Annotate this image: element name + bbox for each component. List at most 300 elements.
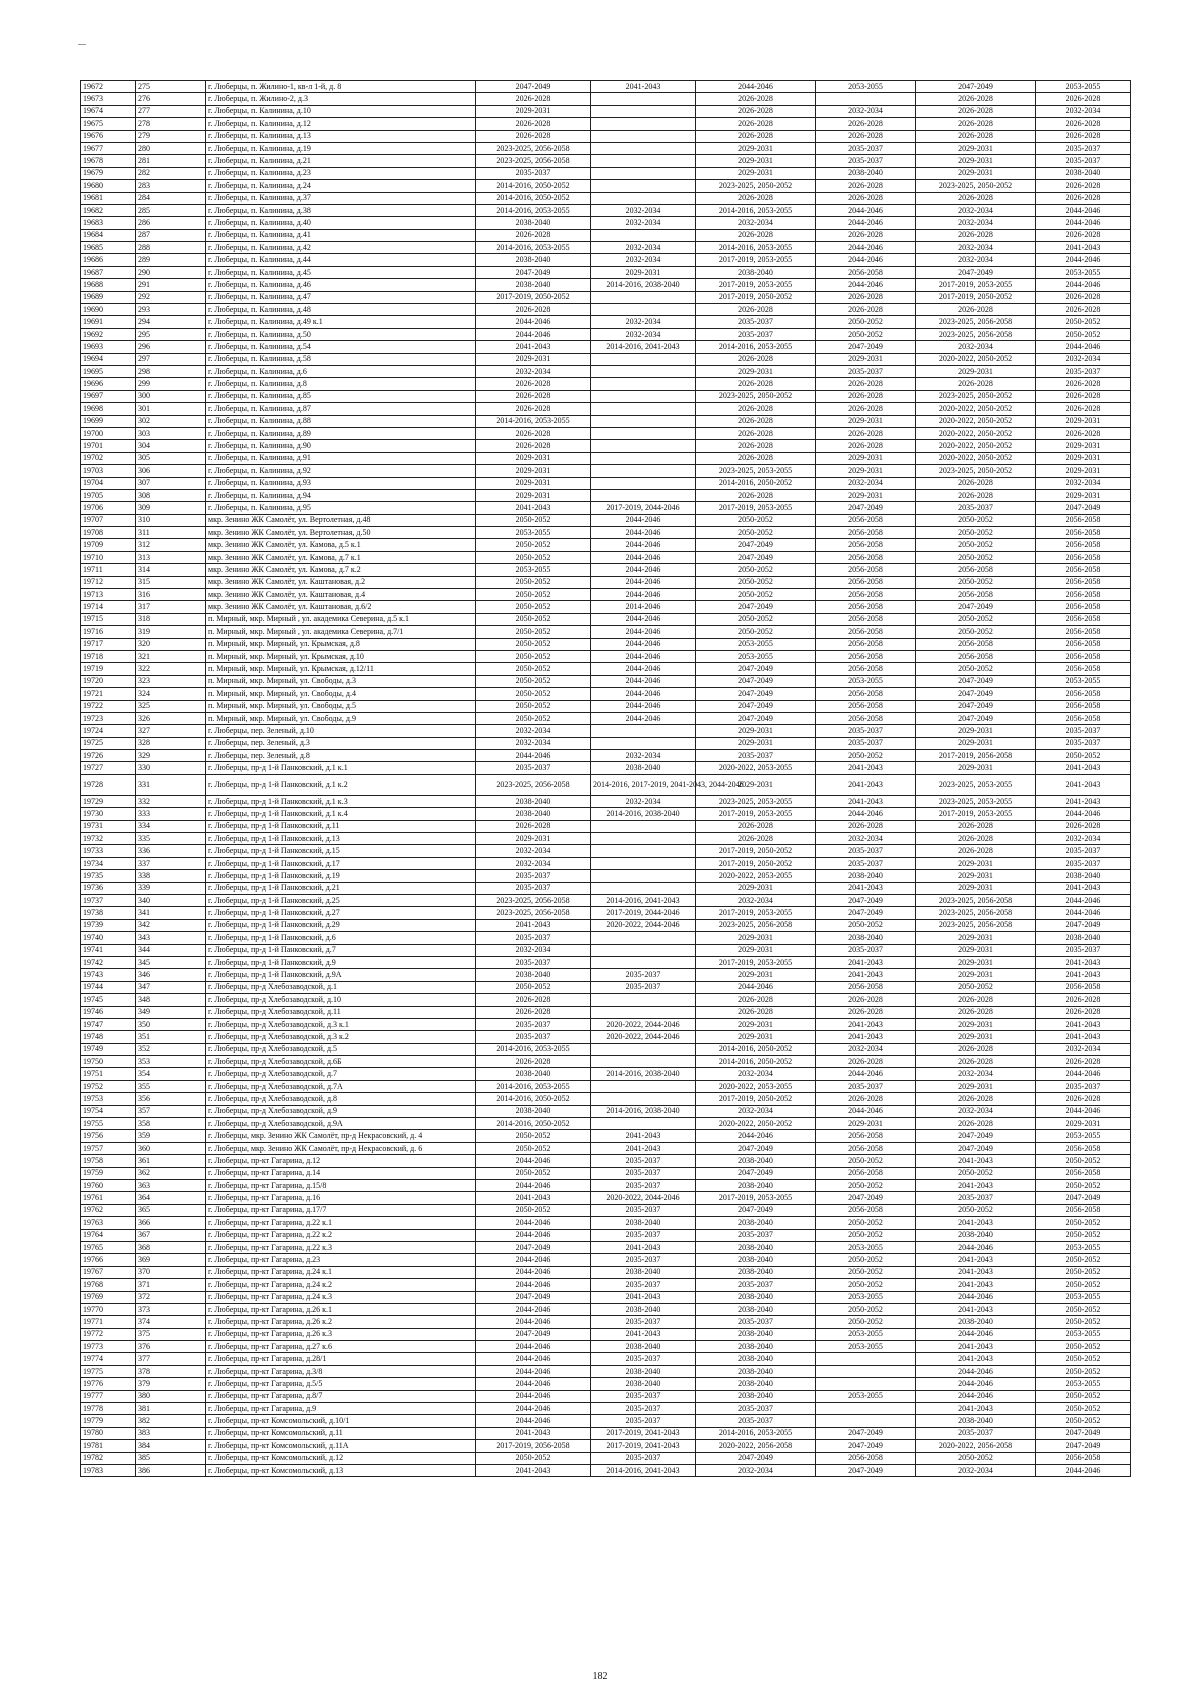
table-row [81,539,1131,551]
period-cell-6: 2056-2058 [1036,1167,1131,1179]
period-cell-3: 2044-2046 [696,981,816,993]
row-id-cell: 19760 [81,1179,136,1191]
period-cell-3: 2026-2028 [696,440,816,452]
period-cell-4: 2029-2031 [816,465,916,477]
period-cell-1: 2044-2046 [476,1353,591,1365]
period-cell-6: 2035-2037 [1036,1080,1131,1092]
period-cell-2: 2044-2046 [591,514,696,526]
row-id-cell: 19781 [81,1440,136,1452]
row-number-cell: 293 [136,304,206,316]
period-cell-6: 2029-2031 [1036,415,1131,427]
period-cell-1: 2032-2034 [476,725,591,737]
period-cell-1: 2044-2046 [476,1217,591,1229]
address-cell: п. Мирный, мкр. Мирный, ул. Свободы, д.9 [206,712,476,724]
row-number-cell: 326 [136,712,206,724]
row-id-cell: 19713 [81,589,136,601]
row-number-cell: 334 [136,820,206,832]
period-cell-6: 2050-2052 [1036,1155,1131,1167]
period-cell-6: 2026-2028 [1036,1056,1131,1068]
table-row [81,378,1131,390]
address-cell: г. Люберцы, пр-д Хлебозаводской, д.3 к.2 [206,1031,476,1043]
period-cell-4: 2050-2052 [816,1279,916,1291]
address-cell: г. Люберцы, пр-кт Гагарина, д.3/8 [206,1365,476,1377]
period-cell-2: 2041-2043 [591,1291,696,1303]
row-number-cell: 294 [136,316,206,328]
period-cell-4: 2026-2028 [816,118,916,130]
period-cell-3: 2026-2028 [696,452,816,464]
period-cell-2: 2038-2040 [591,1303,696,1315]
table-row [81,1155,1131,1167]
period-cell-4: 2056-2058 [816,551,916,563]
period-cell-5: 2041-2043 [916,1266,1036,1278]
period-cell-1: 2053-2055 [476,527,591,539]
period-cell-6: 2038-2040 [1036,167,1131,179]
period-cell-2: 2038-2040 [591,762,696,774]
period-cell-2 [591,427,696,439]
period-cell-2: 2014-2016, 2038-2040 [591,1068,696,1080]
address-cell: мкр. Зенино ЖК Самолёт, ул. Вертолетная, д.48 [206,514,476,526]
row-id-cell: 19707 [81,514,136,526]
table-row [81,427,1131,439]
period-cell-2: 2044-2046 [591,551,696,563]
address-cell: г. Люберцы, п. Калинина, д.49 к.1 [206,316,476,328]
row-number-cell: 304 [136,440,206,452]
table-row [81,1440,1131,1452]
period-cell-4: 2032-2034 [816,477,916,489]
period-cell-6: 2053-2055 [1036,1328,1131,1340]
row-id-cell: 19687 [81,266,136,278]
period-cell-5: 2056-2058 [916,650,1036,662]
period-cell-2: 2035-2037 [591,1403,696,1415]
period-cell-5: 2029-2031 [916,762,1036,774]
period-cell-1: 2032-2034 [476,365,591,377]
table-row [81,774,1131,795]
row-number-cell: 343 [136,932,206,944]
period-cell-2: 2014-2016, 2038-2040 [591,808,696,820]
period-cell-6: 2056-2058 [1036,613,1131,625]
table-row [81,489,1131,501]
table-row [81,1303,1131,1315]
row-id-cell: 19686 [81,254,136,266]
row-id-cell: 19726 [81,750,136,762]
period-cell-2 [591,365,696,377]
row-number-cell: 340 [136,895,206,907]
row-number-cell: 285 [136,204,206,216]
row-id-cell: 19698 [81,403,136,415]
period-cell-4: 2044-2046 [816,242,916,254]
row-number-cell: 373 [136,1303,206,1315]
period-cell-3: 2038-2040 [696,1303,816,1315]
period-cell-3: 2035-2037 [696,328,816,340]
row-id-cell: 19720 [81,675,136,687]
row-number-cell: 370 [136,1266,206,1278]
period-cell-4: 2026-2028 [816,820,916,832]
row-id-cell: 19706 [81,502,136,514]
row-number-cell: 325 [136,700,206,712]
period-cell-4: 2056-2058 [816,613,916,625]
row-id-cell: 19765 [81,1241,136,1253]
address-cell: г. Люберцы, п. Калинина, д.88 [206,415,476,427]
table-row [81,1142,1131,1154]
period-cell-2: 2035-2037 [591,1316,696,1328]
period-cell-5: 2047-2049 [916,81,1036,93]
table-row [81,1068,1131,1080]
table-row [81,1328,1131,1340]
period-cell-6: 2035-2037 [1036,725,1131,737]
row-id-cell: 19737 [81,895,136,907]
period-cell-3: 2029-2031 [696,155,816,167]
period-cell-4: 2026-2028 [816,180,916,192]
row-id-cell: 19693 [81,341,136,353]
table-row [81,502,1131,514]
period-cell-2 [591,833,696,845]
row-number-cell: 321 [136,650,206,662]
row-id-cell: 19712 [81,576,136,588]
address-cell: п. Мирный, мкр. Мирный, ул. Свободы, д.3 [206,675,476,687]
row-id-cell: 19721 [81,688,136,700]
period-cell-3: 2017-2019, 2053-2055 [696,956,816,968]
row-id-cell: 19691 [81,316,136,328]
period-cell-3: 2047-2049 [696,675,816,687]
row-number-cell: 342 [136,919,206,931]
address-cell: г. Люберцы, п. Калинина, д.93 [206,477,476,489]
period-cell-2: 2044-2046 [591,638,696,650]
table-row [81,650,1131,662]
period-cell-5: 2032-2034 [916,254,1036,266]
period-cell-5: 2023-2025, 2056-2058 [916,919,1036,931]
row-number-cell: 327 [136,725,206,737]
row-id-cell: 19685 [81,242,136,254]
row-number-cell: 297 [136,353,206,365]
period-cell-6: 2050-2052 [1036,1303,1131,1315]
period-cell-1: 2044-2046 [476,1365,591,1377]
period-cell-2 [591,465,696,477]
period-cell-3: 2029-2031 [696,365,816,377]
period-cell-6: 2056-2058 [1036,564,1131,576]
period-cell-1: 2014-2016, 2053-2055 [476,415,591,427]
row-id-cell: 19702 [81,452,136,464]
address-cell: п. Мирный, мкр. Мирный, ул. Крымская, д.12/11 [206,663,476,675]
row-id-cell: 19740 [81,932,136,944]
period-cell-1: 2026-2028 [476,304,591,316]
table-row [81,477,1131,489]
row-id-cell: 19738 [81,907,136,919]
period-cell-4: 2056-2058 [816,564,916,576]
address-cell: г. Люберцы, п. Калинина, д.91 [206,452,476,464]
address-cell: г. Люберцы, пр-д 1-й Панковский, д.21 [206,882,476,894]
address-cell: г. Люберцы, пр-д 1-й Панковский, д.9 [206,956,476,968]
table-row [81,1415,1131,1427]
period-cell-5: 2029-2031 [916,1031,1036,1043]
period-cell-4: 2050-2052 [816,1266,916,1278]
address-cell: г. Люберцы, п. Калинина, д.54 [206,341,476,353]
address-cell: г. Люберцы, п. Калинина, д.45 [206,266,476,278]
period-cell-1: 2029-2031 [476,489,591,501]
row-id-cell: 19777 [81,1390,136,1402]
period-cell-3: 2047-2049 [696,1142,816,1154]
period-cell-1: 2041-2043 [476,1192,591,1204]
period-cell-6: 2056-2058 [1036,663,1131,675]
row-number-cell: 301 [136,403,206,415]
row-number-cell: 291 [136,279,206,291]
row-id-cell: 19732 [81,833,136,845]
period-cell-6: 2041-2043 [1036,1018,1131,1030]
period-cell-1: 2026-2028 [476,820,591,832]
table-row [81,808,1131,820]
period-cell-6: 2044-2046 [1036,204,1131,216]
row-number-cell: 292 [136,291,206,303]
row-number-cell: 338 [136,870,206,882]
period-cell-4: 2038-2040 [816,932,916,944]
period-cell-6: 2050-2052 [1036,1365,1131,1377]
period-cell-5: 2047-2049 [916,1130,1036,1142]
table-row [81,725,1131,737]
period-cell-5: 2038-2040 [916,1415,1036,1427]
period-cell-1: 2050-2052 [476,1142,591,1154]
row-number-cell: 276 [136,93,206,105]
period-cell-4: 2053-2055 [816,1291,916,1303]
period-cell-4 [816,1365,916,1377]
period-cell-6: 2044-2046 [1036,341,1131,353]
table-row [81,750,1131,762]
period-cell-3: 2038-2040 [696,1341,816,1353]
row-id-cell: 19774 [81,1353,136,1365]
row-number-cell: 360 [136,1142,206,1154]
period-cell-6: 2050-2052 [1036,1390,1131,1402]
period-cell-1: 2050-2052 [476,981,591,993]
table-row [81,1279,1131,1291]
address-cell: п. Мирный, мкр. Мирный , ул. академика Северина, д.5 к.1 [206,613,476,625]
period-cell-6: 2026-2028 [1036,390,1131,402]
address-cell: г. Люберцы, п. Калинина, д.19 [206,142,476,154]
period-cell-1: 2014-2016, 2053-2055 [476,242,591,254]
table-row [81,415,1131,427]
address-cell: г. Люберцы, пр-д 1-й Панковский, д.15 [206,845,476,857]
period-cell-5: 2026-2028 [916,304,1036,316]
period-cell-6: 2050-2052 [1036,1341,1131,1353]
period-cell-6: 2050-2052 [1036,1415,1131,1427]
period-cell-4: 2044-2046 [816,254,916,266]
period-cell-3: 2050-2052 [696,626,816,638]
period-cell-3: 2026-2028 [696,304,816,316]
period-cell-4 [816,1403,916,1415]
period-cell-1: 2029-2031 [476,465,591,477]
period-cell-1: 2029-2031 [476,833,591,845]
period-cell-2 [591,105,696,117]
period-cell-5: 2035-2037 [916,502,1036,514]
row-number-cell: 329 [136,750,206,762]
period-cell-6: 2056-2058 [1036,589,1131,601]
row-id-cell: 19762 [81,1204,136,1216]
row-id-cell: 19776 [81,1378,136,1390]
period-cell-2 [591,93,696,105]
period-cell-2: 2017-2019, 2044-2046 [591,502,696,514]
period-cell-2: 2017-2019, 2041-2043 [591,1440,696,1452]
period-cell-2: 2014-2016, 2038-2040 [591,1105,696,1117]
address-cell: г. Люберцы, п. Жилино-2, д.3 [206,93,476,105]
period-cell-5: 2026-2028 [916,93,1036,105]
period-cell-2: 2032-2034 [591,254,696,266]
address-cell: г. Люберцы, п. Жилино-1, кв-л 1-й, д. 8 [206,81,476,93]
period-cell-3: 2026-2028 [696,820,816,832]
row-number-cell: 336 [136,845,206,857]
table-row [81,390,1131,402]
period-cell-6: 2041-2043 [1036,1031,1131,1043]
table-row [81,316,1131,328]
period-cell-3: 2032-2034 [696,217,816,229]
period-cell-1: 2038-2040 [476,795,591,807]
period-cell-2: 2032-2034 [591,795,696,807]
table-row [81,1378,1131,1390]
period-cell-1: 2035-2037 [476,1031,591,1043]
period-cell-2 [591,956,696,968]
row-id-cell: 19743 [81,969,136,981]
period-cell-5: 2041-2043 [916,1303,1036,1315]
period-cell-4: 2038-2040 [816,167,916,179]
row-id-cell: 19678 [81,155,136,167]
period-cell-1: 2050-2052 [476,712,591,724]
address-cell: мкр. Зенино ЖК Самолёт, ул. Камова, д.7 к.2 [206,564,476,576]
table-row [81,452,1131,464]
period-cell-4: 2053-2055 [816,81,916,93]
row-id-cell: 19748 [81,1031,136,1043]
table-row [81,204,1131,216]
period-cell-6: 2026-2028 [1036,378,1131,390]
period-cell-3: 2020-2022, 2053-2055 [696,1080,816,1092]
period-cell-1: 2047-2049 [476,1328,591,1340]
period-cell-6: 2047-2049 [1036,1192,1131,1204]
period-cell-5: 2026-2028 [916,489,1036,501]
period-cell-4: 2026-2028 [816,229,916,241]
address-cell: г. Люберцы, пер. Зеленый, д.8 [206,750,476,762]
period-cell-6: 2053-2055 [1036,1241,1131,1253]
address-cell: г. Люберцы, пр-д 1-й Панковский, д.13 [206,833,476,845]
period-cell-3: 2026-2028 [696,1006,816,1018]
period-cell-5: 2029-2031 [916,882,1036,894]
period-cell-4: 2050-2052 [816,328,916,340]
period-cell-4: 2056-2058 [816,589,916,601]
period-cell-5: 2047-2049 [916,266,1036,278]
address-cell: г. Люберцы, пр-кт Гагарина, д.14 [206,1167,476,1179]
address-cell: г. Люберцы, пр-кт Гагарина, д.5/5 [206,1378,476,1390]
row-id-cell: 19730 [81,808,136,820]
period-cell-2 [591,882,696,894]
period-cell-5: 2047-2049 [916,688,1036,700]
address-cell: г. Люберцы, п. Калинина, д.24 [206,180,476,192]
row-number-cell: 358 [136,1118,206,1130]
table-row [81,514,1131,526]
row-id-cell: 19778 [81,1403,136,1415]
period-cell-1: 2041-2043 [476,1427,591,1439]
period-cell-4: 2047-2049 [816,1192,916,1204]
period-cell-4: 2056-2058 [816,576,916,588]
period-cell-5: 2020-2022, 2050-2052 [916,415,1036,427]
table-row [81,1291,1131,1303]
period-cell-6: 2029-2031 [1036,489,1131,501]
row-number-cell: 286 [136,217,206,229]
address-cell: г. Люберцы, пр-кт Гагарина, д.22 к.3 [206,1241,476,1253]
table-row [81,192,1131,204]
address-cell: г. Люберцы, пр-д Хлебозаводской, д.1 [206,981,476,993]
period-cell-6: 2050-2052 [1036,316,1131,328]
period-cell-6: 2056-2058 [1036,514,1131,526]
period-cell-2 [591,229,696,241]
period-cell-3: 2035-2037 [696,750,816,762]
period-cell-1: 2044-2046 [476,1390,591,1402]
period-cell-3: 2050-2052 [696,613,816,625]
period-cell-1: 2044-2046 [476,328,591,340]
row-id-cell: 19675 [81,118,136,130]
period-cell-5: 2044-2046 [916,1291,1036,1303]
period-cell-1: 2050-2052 [476,613,591,625]
row-id-cell: 19719 [81,663,136,675]
period-cell-6: 2026-2028 [1036,1093,1131,1105]
address-cell: г. Люберцы, п. Калинина, д.40 [206,217,476,229]
period-cell-3: 2035-2037 [696,1279,816,1291]
period-cell-5: 2029-2031 [916,155,1036,167]
period-cell-3: 2026-2028 [696,994,816,1006]
row-id-cell: 19770 [81,1303,136,1315]
period-cell-5: 2050-2052 [916,551,1036,563]
period-cell-5: 2050-2052 [916,981,1036,993]
period-cell-3: 2029-2031 [696,1018,816,1030]
period-cell-2: 2038-2040 [591,1378,696,1390]
period-cell-4 [816,1378,916,1390]
period-cell-2: 2038-2040 [591,1341,696,1353]
period-cell-2 [591,737,696,749]
period-cell-6: 2056-2058 [1036,551,1131,563]
address-cell: г. Люберцы, п. Калинина, д.92 [206,465,476,477]
period-cell-4: 2056-2058 [816,527,916,539]
row-id-cell: 19722 [81,700,136,712]
table-row [81,1316,1131,1328]
period-cell-1: 2050-2052 [476,514,591,526]
table-row [81,1204,1131,1216]
period-cell-3: 2038-2040 [696,1328,816,1340]
row-id-cell: 19745 [81,994,136,1006]
period-cell-5: 2023-2025, 2050-2052 [916,390,1036,402]
row-number-cell: 333 [136,808,206,820]
period-cell-1: 2050-2052 [476,650,591,662]
row-id-cell: 19710 [81,551,136,563]
period-cell-5: 2026-2028 [916,1056,1036,1068]
period-cell-2: 2044-2046 [591,564,696,576]
period-cell-3: 2017-2019, 2053-2055 [696,502,816,514]
period-cell-3: 2035-2037 [696,1403,816,1415]
period-cell-4: 2044-2046 [816,1068,916,1080]
period-cell-5: 2032-2034 [916,242,1036,254]
address-cell: г. Люберцы, мкр. Зенино ЖК Самолёт, пр-д Некрасовский, д. 6 [206,1142,476,1154]
period-cell-6: 2035-2037 [1036,737,1131,749]
row-number-cell: 295 [136,328,206,340]
period-cell-1: 2035-2037 [476,167,591,179]
table-row [81,353,1131,365]
table-row [81,882,1131,894]
row-number-cell: 354 [136,1068,206,1080]
period-cell-2 [591,415,696,427]
address-cell: г. Люберцы, п. Калинина, д.41 [206,229,476,241]
row-id-cell: 19689 [81,291,136,303]
period-cell-4: 2050-2052 [816,1229,916,1241]
address-cell: г. Люберцы, пр-д Хлебозаводской, д.5 [206,1043,476,1055]
period-cell-2: 2017-2019, 2041-2043 [591,1427,696,1439]
period-cell-1: 2050-2052 [476,1204,591,1216]
address-cell: г. Люберцы, пр-д Хлебозаводской, д.9А [206,1118,476,1130]
period-cell-3: 2032-2034 [696,1105,816,1117]
row-number-cell: 331 [136,774,206,795]
row-number-cell: 320 [136,638,206,650]
period-cell-5: 2029-2031 [916,725,1036,737]
